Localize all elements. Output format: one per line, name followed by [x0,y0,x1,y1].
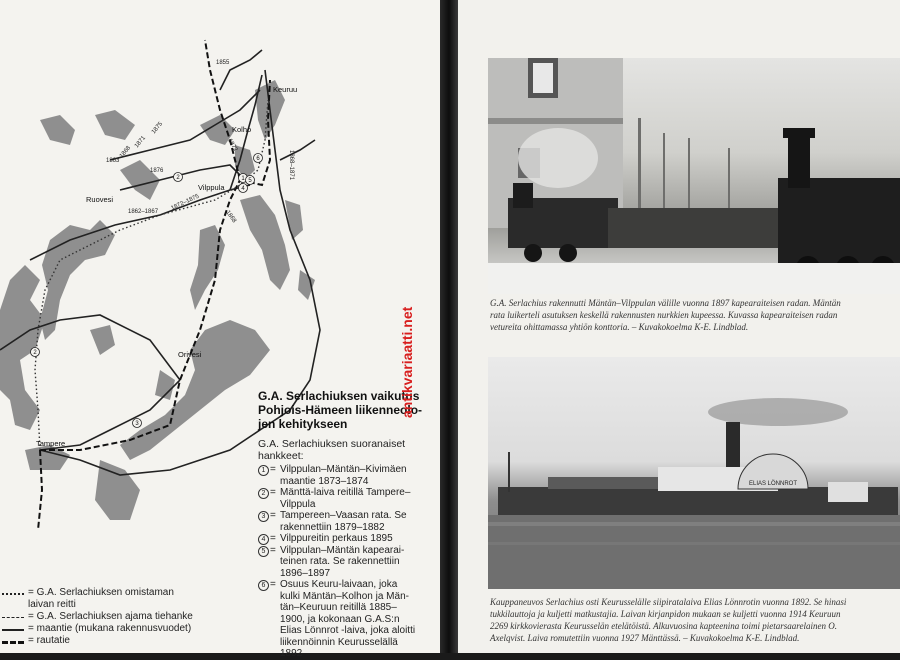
project-text-line: 1900, ja kokonaan G.A.S:n [280,613,400,625]
projects-list [258,464,436,660]
marker-5 [246,176,255,185]
project-text-line: rakennettiin 1879–1882 [280,521,385,533]
equals-sign: = [270,533,276,544]
year-label: 1872 [226,138,239,153]
year-label: 1868 [224,209,237,225]
year-label: 1876 [150,168,164,174]
project-text-line: 1892 [280,648,303,659]
project-text-line: liikennöinnin Keurusselällä [280,636,398,648]
place-kolho: Kolho [232,125,252,134]
legend-road-project: = G.A. Serlachiuksen ajama tiehanke [2,611,242,623]
svg-text:antikvariaatti.net: antikvariaatti.net [399,306,415,418]
project-number: 2 [258,488,269,499]
photo1-caption: G.A. Serlachius rakennutti Mäntän–Vilppulan välille vuonna 1897 kapearaiteisen radan. Mäntän rata luikerteli asutuksen keskellä rakennusten nurkkien kupeessa. Kuvassa kapearaiteisen radan vetureita ohittamassa yhtiön konttoria. – Kuvakokoelma K-E. Lindblad. [490,298,841,332]
book-gutter [440,0,458,653]
project-text-line: 1896–1897 [280,567,331,579]
marker-2b [174,173,183,182]
ship-name: ELIAS LÖNNROT [748,481,798,487]
project-item [258,510,436,533]
project-number: 1 [258,465,269,476]
equals-sign: = [270,487,276,498]
marker-4 [239,184,248,193]
projects-intro: G.A. Serlachiuksen suoranaiset hankkeet: [258,438,406,462]
legend-railway: = rautatie [2,635,242,647]
right-page [458,0,900,653]
project-item [258,464,436,487]
svg-text:6: 6 [256,156,260,162]
project-item [258,545,436,580]
project-text-line: Tampereen–Vaasan rata. Se [280,510,407,521]
equals-sign: = [270,464,276,475]
photo2-caption: Kauppaneuvos Serlachius osti Keurusselälle siipiratalaiva Elias Lönnrotin vuonna 1892. Se hinasi tukkilauttoja ja kuljetti matkustajia. Laivan kirjanpidon mukaan se kuljetti vuonna 1914 Keuruun 2269 kirkkovierasta Keurusselän etelätöistä. Alkuvuosina kapteenina toimi pietarsaarelainen O. Axelqvist. Laiva romutettiin vuonna 1927 Mänttässä. – Kuvakokoelma K-E. Lindblad. [490,597,847,643]
left-page [0,0,440,659]
watermark [396,240,418,420]
project-text-line: Vilppulan–Mäntän–Kivimäen [280,464,407,475]
svg-text:2: 2 [33,350,37,356]
year-label: 1862–1867 [128,209,159,215]
project-item [258,487,436,510]
year-label: 1872–1875 [170,193,201,212]
project-text-line: maantie 1873–1874 [280,475,369,487]
marker-2 [31,348,40,357]
year-label: 1871 [133,135,148,150]
legend-boat-route: = G.A. Serlachiuksen omistaman [2,587,242,599]
project-text-line: Vilppureitin perkaus 1895 [280,533,393,544]
project-item [258,533,436,545]
photo-locomotives [488,58,900,294]
project-text-line: teinen rata. Se rakennettiin [280,556,400,567]
year-label: 1868–1871 [288,150,294,181]
place-ruovesi: Ruovesi [86,195,114,204]
project-text-line: Osuus Keuru-laivaan, joka [280,579,398,590]
place-tampere: Tampere [36,439,66,448]
svg-text:1: 1 [241,176,245,182]
year-label: 1855 [216,60,230,66]
year-label: 1863 [106,158,120,164]
place-vilppula: Vilppula [198,183,225,192]
project-text-line: Elias Lönnrot -laiva, joka aloitti [280,625,416,636]
svg-text:2: 2 [176,175,180,181]
project-number: 3 [258,511,269,522]
project-text-line: tän–Keuruun reitillä 1885– [280,602,397,613]
project-text-line: Vilppulan–Mäntän kapearai- [280,544,405,556]
marker-3 [133,419,142,428]
equals-sign: = [270,579,276,590]
year-label: 1868 [118,145,133,160]
project-item [258,579,436,660]
photo-paddle-steamer [488,357,900,589]
project-text-line: kulki Mäntän–Kolhon ja Män- [280,590,409,602]
project-text-line: Vilppula [280,498,316,510]
marker-6 [254,154,263,163]
equals-sign: = [270,510,276,521]
equals-sign: = [270,544,276,556]
svg-text:4: 4 [241,186,245,192]
map-heading: G.A. Serlachiuksen vaikutus Pohjois-Hämeen liikenneolo- jen kehitykseen [258,389,423,431]
place-orivesi: Orivesi [178,350,202,359]
place-keuruu: Keuruu [273,85,298,94]
map-legend [2,587,242,647]
legend-boat-route-cont: laivan reitti [28,599,76,610]
year-label: 1875 [150,121,165,136]
project-text-line: Mänttä-laiva reitillä Tampere– [280,487,411,498]
project-number: 6 [258,580,269,591]
svg-text:5: 5 [248,178,252,184]
svg-text:3: 3 [135,421,139,427]
project-number: 5 [258,546,269,557]
legend-highway: = maantie (mukana rakennusvuodet) [2,623,242,635]
project-number: 4 [258,534,269,545]
